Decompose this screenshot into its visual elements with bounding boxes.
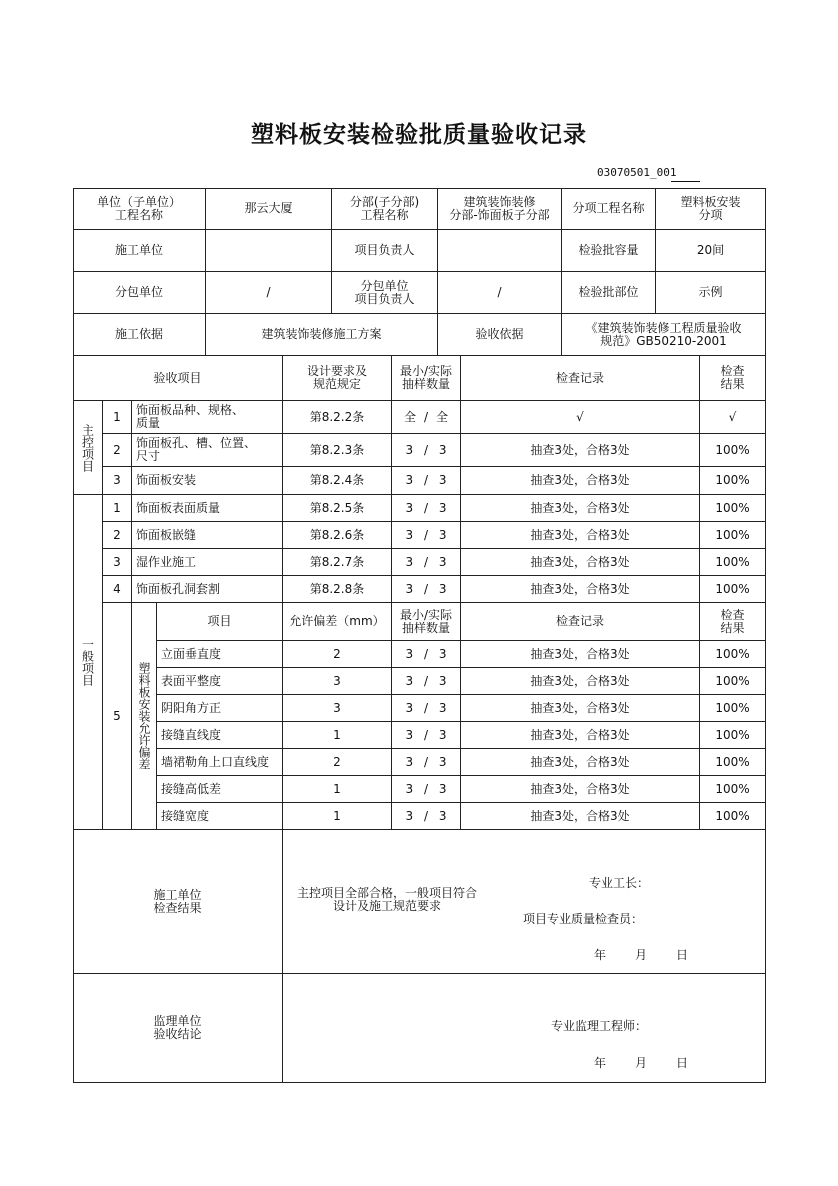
check-record[interactable]: 抽查3处，合格3处	[461, 467, 700, 495]
sample-actual: 3	[438, 500, 447, 515]
spec-clause: 第8.2.4条	[283, 467, 392, 495]
col-header-record: 检查记录	[461, 356, 700, 401]
sample-slash: /	[423, 527, 429, 542]
item-name: 饰面板孔洞套割	[132, 576, 283, 603]
row-number: 1	[103, 401, 132, 434]
item-name: 饰面板嵌缝	[132, 522, 283, 549]
deviation-item-name: 接缝直线度	[157, 722, 283, 749]
sample-count	[392, 668, 461, 695]
sample-count	[392, 401, 461, 434]
check-record[interactable]: 抽查3处，合格3处	[461, 495, 700, 522]
spec-clause: 第8.2.5条	[283, 495, 392, 522]
sample-fraction	[394, 502, 458, 515]
check-result[interactable]: 100%	[700, 668, 766, 695]
general-items-label: 一般项目	[73, 495, 103, 830]
sample-fraction	[394, 474, 458, 487]
deviation-item-name: 接缝高低差	[157, 776, 283, 803]
contractor-check-label: 施工单位 检查结果	[73, 830, 283, 974]
sample-slash: /	[423, 554, 429, 569]
sample-min: 全	[403, 409, 416, 424]
sample-min: 3	[405, 673, 414, 688]
deviation-item-name: 阴阳角方正	[157, 695, 283, 722]
sample-actual: 3	[438, 727, 447, 742]
subitem-name-value[interactable]: 塑料板安装 分项	[656, 188, 766, 230]
sample-min: 3	[405, 808, 414, 823]
sample-slash: /	[423, 442, 429, 457]
sample-actual: 3	[438, 581, 447, 596]
col-header-item: 验收项目	[73, 356, 283, 401]
date-month-label: 月	[635, 1056, 648, 1070]
sample-count	[392, 522, 461, 549]
deviation-header-sample: 最小/实际 抽样数量	[392, 603, 461, 641]
sample-actual: 3	[438, 442, 447, 457]
check-result[interactable]: 100%	[700, 434, 766, 467]
check-record[interactable]: 抽查3处，合格3处	[461, 668, 700, 695]
sample-slash: /	[423, 781, 429, 796]
spec-clause: 第8.2.7条	[283, 549, 392, 576]
sample-count	[392, 467, 461, 495]
construction-basis-label: 施工依据	[73, 314, 206, 356]
sample-min: 3	[405, 554, 414, 569]
sample-fraction	[394, 756, 458, 769]
sample-actual: 3	[438, 808, 447, 823]
date-day-label: 日	[676, 1056, 689, 1070]
sample-slash: /	[423, 473, 429, 487]
sample-slash: /	[423, 673, 429, 688]
sample-actual: 全	[435, 409, 448, 424]
supervisor-check-label: 监理单位 验收结论	[73, 974, 283, 1083]
sample-slash: /	[423, 727, 429, 742]
sample-slash: /	[423, 581, 429, 596]
date-year-label: 年	[594, 948, 607, 962]
sample-count	[392, 695, 461, 722]
sample-actual: 3	[438, 527, 447, 542]
spec-clause: 第8.2.8条	[283, 576, 392, 603]
sample-actual: 3	[438, 473, 447, 487]
sample-fraction	[394, 810, 458, 823]
sample-count	[392, 434, 461, 467]
sample-min: 3	[405, 781, 414, 796]
spec-clause: 第8.2.2条	[283, 401, 392, 434]
check-result[interactable]: √	[700, 401, 766, 434]
tolerance-value: 1	[283, 722, 392, 749]
subcontractor-value[interactable]: /	[206, 272, 332, 314]
col-header-spec: 设计要求及 规范规定	[283, 356, 392, 401]
acceptance-basis-label: 验收依据	[438, 314, 562, 356]
check-record[interactable]: 抽查3处，合格3处	[461, 434, 700, 467]
deviation-item-name: 立面垂直度	[157, 641, 283, 668]
check-record[interactable]: 抽查3处，合格3处	[461, 522, 700, 549]
check-result[interactable]: 100%	[700, 522, 766, 549]
tolerance-value: 3	[283, 668, 392, 695]
sample-fraction	[394, 411, 458, 424]
division-name-label: 分部(子分部) 工程名称	[332, 188, 438, 230]
sample-fraction	[394, 648, 458, 661]
supervising-engineer-signature-label: 专业监理工程师：	[551, 1019, 648, 1033]
contractor-check-area[interactable]	[283, 830, 766, 974]
row-number: 2	[103, 434, 132, 467]
sample-fraction	[394, 583, 458, 596]
row-number: 5	[103, 603, 132, 830]
check-result[interactable]: 100%	[700, 495, 766, 522]
sample-count	[392, 576, 461, 603]
sample-min: 3	[405, 442, 414, 457]
row-number: 3	[103, 467, 132, 495]
date-year-label: 年	[594, 1056, 607, 1070]
tolerance-value: 1	[283, 776, 392, 803]
supervisor-check-area[interactable]	[283, 974, 766, 1083]
contractor-value[interactable]	[206, 230, 332, 272]
quality-inspector-signature-label: 项目专业质量检查员：	[523, 912, 644, 926]
batch-location-label: 检验批部位	[562, 272, 656, 314]
sample-min: 3	[405, 581, 414, 596]
check-result[interactable]: 100%	[700, 749, 766, 776]
sample-fraction	[394, 783, 458, 796]
check-result[interactable]: 100%	[700, 467, 766, 495]
division-name-value[interactable]: 建筑装饰装修 分部-饰面板子分部	[438, 188, 562, 230]
check-record[interactable]: 抽查3处，合格3处	[461, 803, 700, 830]
deviation-item-name: 墙裙勒角上口直线度	[157, 749, 283, 776]
contractor-label: 施工单位	[73, 230, 206, 272]
sample-actual: 3	[438, 673, 447, 688]
tolerance-value: 3	[283, 695, 392, 722]
col-header-sample: 最小/实际 抽样数量	[392, 356, 461, 401]
deviation-header-item: 项目	[157, 603, 283, 641]
row-number: 4	[103, 576, 132, 603]
sample-actual: 3	[438, 646, 447, 661]
sample-slash: /	[423, 754, 429, 769]
check-record[interactable]: √	[461, 401, 700, 434]
date-day-label: 日	[676, 948, 689, 962]
item-name: 湿作业施工	[132, 549, 283, 576]
check-record[interactable]: 抽查3处，合格3处	[461, 641, 700, 668]
construction-basis-value[interactable]: 建筑装饰装修施工方案	[206, 314, 438, 356]
batch-capacity-label: 检验批容量	[562, 230, 656, 272]
sample-fraction	[394, 675, 458, 688]
acceptance-basis-value[interactable]: 《建筑装饰装修工程质量验收 规范》GB50210-2001	[562, 314, 766, 356]
item-name: 饰面板孔、槽、位置、 尺寸	[132, 434, 283, 467]
deviation-item-name: 接缝宽度	[157, 803, 283, 830]
check-result[interactable]: 100%	[700, 776, 766, 803]
sample-slash: /	[423, 409, 429, 424]
sample-min: 3	[405, 727, 414, 742]
tolerance-value: 2	[283, 641, 392, 668]
check-record[interactable]: 抽查3处，合格3处	[461, 749, 700, 776]
sample-actual: 3	[438, 700, 447, 715]
sample-slash: /	[423, 500, 429, 515]
deviation-group-label: 塑料板安装允许偏差	[132, 603, 157, 830]
row-number: 1	[103, 495, 132, 522]
date-month-label: 月	[635, 948, 648, 962]
check-record[interactable]: 抽查3处，合格3处	[461, 776, 700, 803]
inspection-conclusion: 主控项目全部合格，一般项目符合 设计及施工规范要求	[296, 886, 477, 913]
sample-min: 3	[405, 527, 414, 542]
item-name: 饰面板安装	[132, 467, 283, 495]
sample-min: 3	[405, 500, 414, 515]
sample-min: 3	[405, 473, 414, 487]
batch-location-value[interactable]: 示例	[656, 272, 766, 314]
sample-actual: 3	[438, 554, 447, 569]
check-result[interactable]: 100%	[700, 641, 766, 668]
subitem-name-label: 分项工程名称	[562, 188, 656, 230]
project-manager-label: 项目负责人	[332, 230, 438, 272]
item-name: 饰面板表面质量	[132, 495, 283, 522]
batch-capacity-value[interactable]: 20间	[656, 230, 766, 272]
sub-project-manager-label: 分包单位 项目负责人	[332, 272, 438, 314]
sample-fraction	[394, 556, 458, 569]
sample-min: 3	[405, 700, 414, 715]
sub-project-manager-value[interactable]: /	[438, 272, 562, 314]
sample-fraction	[394, 444, 458, 457]
sample-fraction	[394, 529, 458, 542]
check-result[interactable]: 100%	[700, 803, 766, 830]
check-result[interactable]: 100%	[700, 576, 766, 603]
item-name: 饰面板品种、规格、 质量	[132, 401, 283, 434]
check-result[interactable]: 100%	[700, 695, 766, 722]
unit-name-label: 单位（子单位） 工程名称	[73, 188, 206, 230]
sample-count	[392, 803, 461, 830]
code-underline	[671, 181, 700, 182]
check-record[interactable]: 抽查3处，合格3处	[461, 549, 700, 576]
sample-min: 3	[405, 646, 414, 661]
check-record[interactable]: 抽查3处，合格3处	[461, 695, 700, 722]
deviation-item-name: 表面平整度	[157, 668, 283, 695]
unit-name-value[interactable]: 那云大厦	[206, 188, 332, 230]
sample-slash: /	[423, 700, 429, 715]
sample-count	[392, 722, 461, 749]
sample-fraction	[394, 729, 458, 742]
sample-fraction	[394, 702, 458, 715]
tolerance-value: 2	[283, 749, 392, 776]
sample-actual: 3	[438, 754, 447, 769]
sample-count	[392, 749, 461, 776]
deviation-header-result: 检查 结果	[700, 603, 766, 641]
main-control-label: 主控项目	[73, 401, 103, 495]
col-header-result: 检查 结果	[700, 356, 766, 401]
subcontractor-label: 分包单位	[73, 272, 206, 314]
deviation-header-record: 检查记录	[461, 603, 700, 641]
sample-count	[392, 495, 461, 522]
sample-slash: /	[423, 646, 429, 661]
row-number: 3	[103, 549, 132, 576]
sample-count	[392, 549, 461, 576]
page-title: 塑料板安装检验批质量验收记录	[251, 122, 587, 148]
sample-count	[392, 776, 461, 803]
spec-clause: 第8.2.6条	[283, 522, 392, 549]
tolerance-value: 1	[283, 803, 392, 830]
deviation-header-tolerance: 允许偏差（mm）	[283, 603, 392, 641]
check-record[interactable]: 抽查3处，合格3处	[461, 722, 700, 749]
sample-actual: 3	[438, 781, 447, 796]
foreman-signature-label: 专业工长：	[589, 876, 650, 890]
check-result[interactable]: 100%	[700, 722, 766, 749]
sample-count	[392, 641, 461, 668]
spec-clause: 第8.2.3条	[283, 434, 392, 467]
sample-min: 3	[405, 754, 414, 769]
check-record[interactable]: 抽查3处，合格3处	[461, 576, 700, 603]
record-code: 03070501_001	[597, 166, 677, 179]
row-number: 2	[103, 522, 132, 549]
project-manager-value[interactable]	[438, 230, 562, 272]
sample-slash: /	[423, 808, 429, 823]
check-result[interactable]: 100%	[700, 549, 766, 576]
